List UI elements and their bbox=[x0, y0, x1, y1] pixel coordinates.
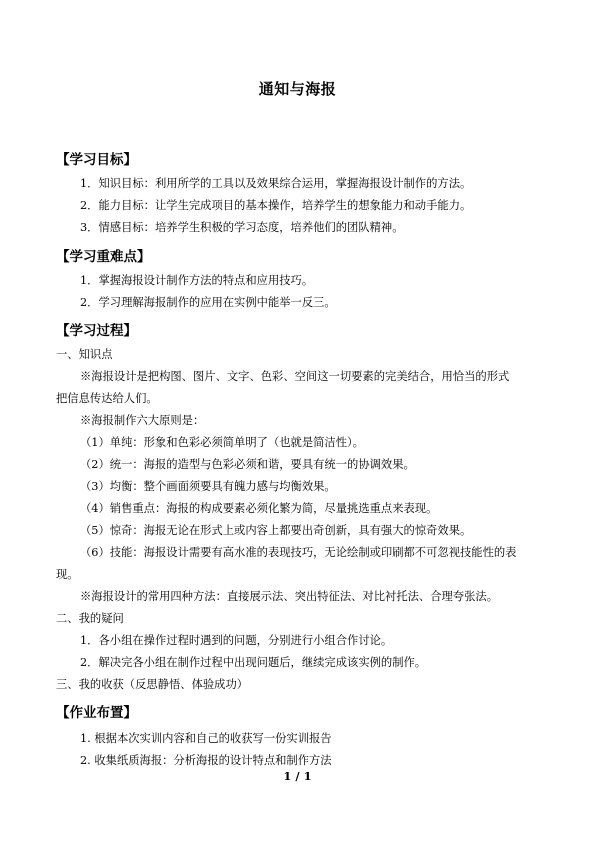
part3-title: 三、我的收获（反思静悟、体验成功） bbox=[56, 678, 249, 691]
principle-item: （3）均衡：整个画面须要具有魄力感与均衡效果。 bbox=[80, 480, 336, 493]
paragraph: ※海报设计的常用四种方法：直接展示法、突出特征法、对比衬托法、合理夸张法。 bbox=[80, 590, 498, 603]
principle-item-cont: 现。 bbox=[56, 568, 79, 581]
key-point-item: 1．掌握海报设计制作方法的特点和应用技巧。 bbox=[80, 274, 314, 287]
question-item: 1．各小组在操作过程时遇到的问题，分别进行小组合作讨论。 bbox=[80, 634, 393, 647]
goal-item: 2．能力目标：让学生完成项目的基本操作，培养学生的想象能力和动手能力。 bbox=[80, 199, 472, 212]
principle-item: （4）销售重点：海报的构成要素必须化繁为简，尽量挑选重点来表现。 bbox=[80, 502, 438, 515]
key-point-item: 2．学习理解海报制作的应用在实例中能举一反三。 bbox=[80, 296, 336, 309]
question-item: 2．解决完各小组在制作过程中出现问题后，继续完成该实例的制作。 bbox=[80, 656, 427, 669]
homework-item: 2. 收集纸质海报：分析海报的设计特点和制作方法 bbox=[80, 754, 332, 767]
paragraph: ※海报设计是把构图、图片、文字、色彩、空间这一切要素的完美结合，用恰当的形式 bbox=[80, 370, 510, 383]
paragraph: ※海报制作六大原则是： bbox=[80, 414, 205, 427]
page-number: 1 / 1 bbox=[283, 769, 312, 783]
principle-item: （5）惊奇：海报无论在形式上或内容上都要出奇创新，具有强大的惊奇效果。 bbox=[80, 524, 472, 537]
goal-item: 3．情感目标：培养学生积极的学习态度，培养他们的团队精神。 bbox=[80, 221, 404, 234]
principle-item: （2）统一：海报的造型与色彩必须和谐，要具有统一的协调效果。 bbox=[80, 458, 415, 471]
goal-item: 1．知识目标：利用所学的工具以及效果综合运用，掌握海报设计制作的方法。 bbox=[80, 177, 472, 190]
paragraph: 把信息传达给人们。 bbox=[56, 392, 158, 405]
goals-heading: 【学习目标】 bbox=[56, 152, 137, 168]
page-title: 通知与海报 bbox=[258, 80, 337, 98]
homework-heading: 【作业布置】 bbox=[56, 705, 137, 721]
principle-item: （1）单纯：形象和色彩必须简单明了（也就是简洁性）。 bbox=[80, 436, 364, 449]
principle-item: （6）技能：海报设计需要有高水准的表现技巧，无论绘制或印刷都不可忽视技能性的表 bbox=[80, 546, 517, 559]
part1-title: 一、知识点 bbox=[56, 348, 113, 361]
key-points-heading: 【学习重难点】 bbox=[56, 249, 151, 265]
homework-item: 1. 根据本次实训内容和自己的收获写一份实训报告 bbox=[80, 732, 332, 745]
part2-title: 二、我的疑问 bbox=[56, 612, 124, 625]
process-heading: 【学习过程】 bbox=[56, 323, 137, 339]
